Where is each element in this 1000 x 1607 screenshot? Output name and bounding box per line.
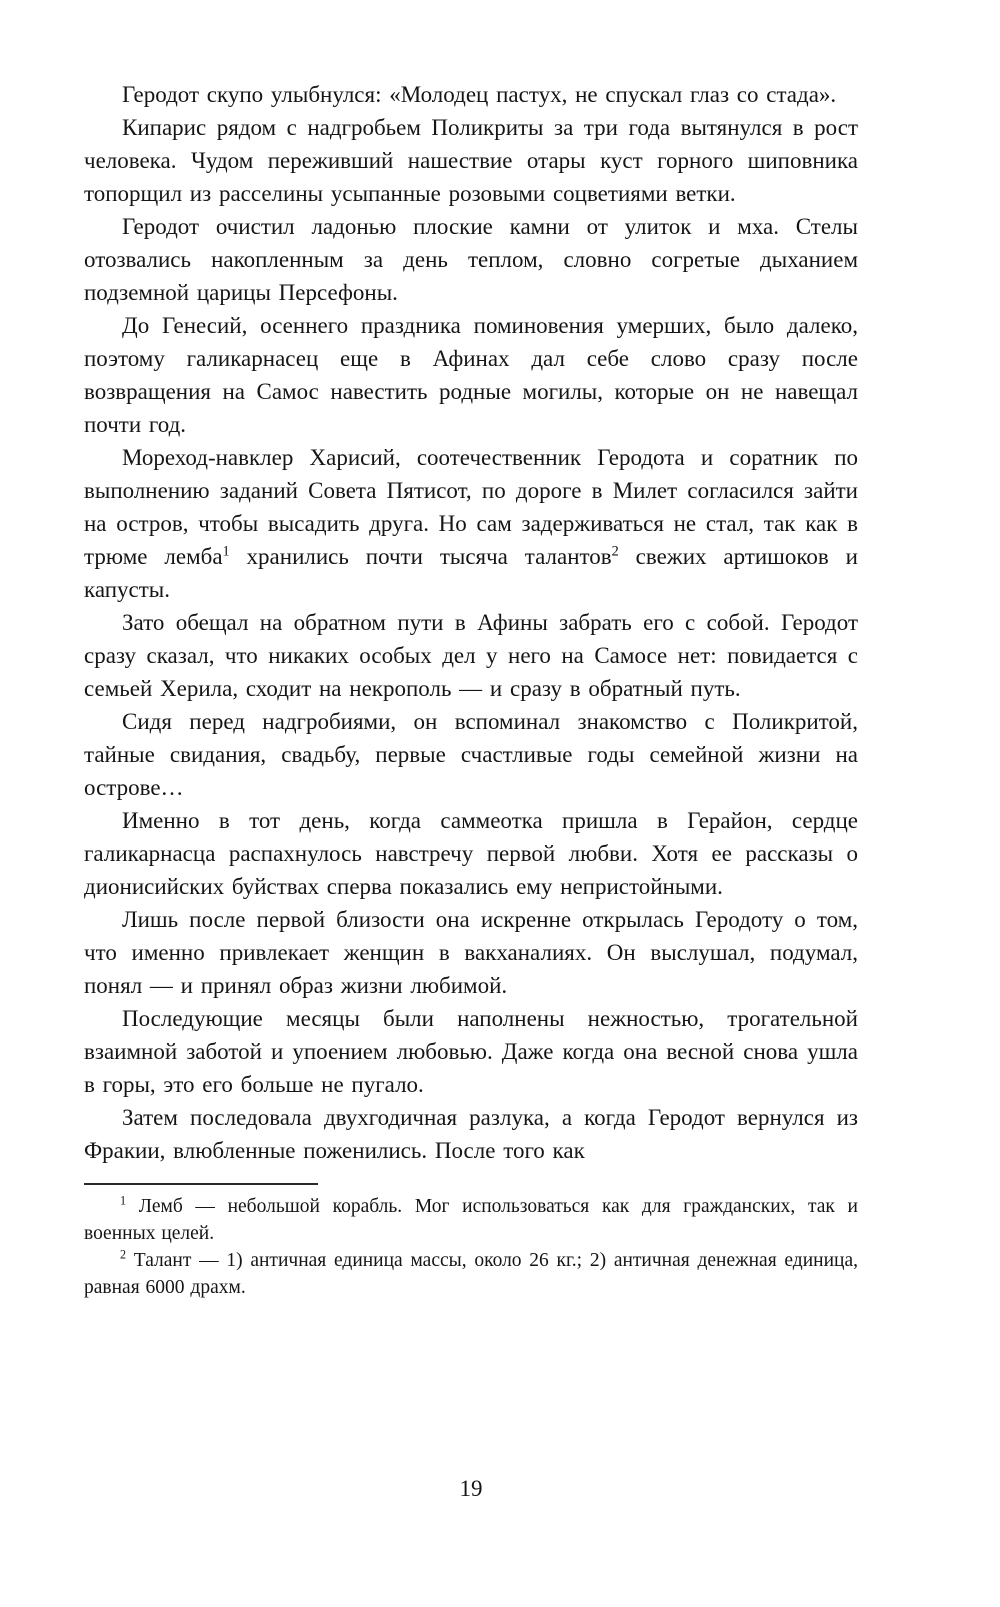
footnote: $^1$ Лемб — небольшой корабль. Мог использоваться как для гражданских, так и военных целей.: [84, 1193, 858, 1244]
footnote-marker: 1: [222, 543, 230, 560]
paragraph: Геродот скупо улыбнулся: «Молодец пастух, не спускал глаз со стада».: [122, 82, 837, 107]
footnote-marker: 2: [120, 1247, 127, 1262]
page-number: 19: [459, 1476, 483, 1501]
footnotes: [84, 1193, 858, 1301]
paragraph: Сидя перед надгробиями, он вспоминал знакомство с Поликритой, тайные свидания, свадьбу, первые счастливые годы семейной жизни на острове…: [84, 709, 858, 800]
footnote-marker: 1: [120, 1193, 127, 1208]
footnote-marker: 2: [611, 543, 619, 560]
paragraph: Затем последовала двухгодичная разлука, а когда Геродот вернулся из Фракии, влюбленные поженились. После того как: [84, 1105, 858, 1163]
paragraph: До Генесий, осеннего праздника поминовения умерших, было далеко, поэтому галикарнасец еще в Афинах дал себе слово сразу после возвращения на Самос навестить родные могилы, которые он не навещал почти год.: [84, 313, 858, 437]
paragraph: Мореход-навклер Харисий, соотечественник Геродота и соратник по выполнению заданий Совета Пятисот, по дороге в Милет согласился зайти на остров, чтобы высадить друга. Но сам задерживаться не стал, так как в трюме лемба$^1$ хранились почти тысяча талантов$^2$ свежих артишоков и капусты.: [84, 445, 858, 602]
footnote-separator: [84, 1183, 318, 1185]
paragraph: Последующие месяцы были наполнены нежностью, трогательной взаимной заботой и упоением любовью. Даже когда она весной снова ушла в горы, это его больше не пугало.: [84, 1006, 858, 1097]
paragraph: Зато обещал на обратном пути в Афины забрать его с собой. Геродот сразу сказал, что никаких особых дел у него на Самосе нет: повидается с семьей Херила, сходит на некрополь — и сразу в обратный путь.: [84, 610, 858, 701]
text-block: [84, 78, 858, 1167]
footnote: $^2$ Талант — 1) античная единица массы, около 26 кг.; 2) античная денежная единица, равная 6000 драхм.: [84, 1247, 858, 1298]
paragraph: Геродот очистил ладонью плоские камни от улиток и мха. Стелы отозвались накопленным за день теплом, словно согретые дыханием подземной царицы Персефоны.: [84, 214, 858, 305]
paragraph: Кипарис рядом с надгробьем Поликриты за три года вытянулся в рост человека. Чудом переживший нашествие отары куст горного шиповника топорщил из расселины усыпанные розовыми соцветиями ветки.: [84, 115, 858, 206]
paragraph: Лишь после первой близости она искренне открылась Геродоту о том, что именно привлекает женщин в вакханалиях. Он выслушал, подумал, понял — и принял образ жизни любимой.: [84, 907, 858, 998]
paragraph: Именно в тот день, когда саммеотка пришла в Герайон, сердце галикарнасца распахнулось навстречу первой любви. Хотя ее рассказы о дионисийских буйствах сперва показались ему непристойными.: [84, 808, 858, 899]
